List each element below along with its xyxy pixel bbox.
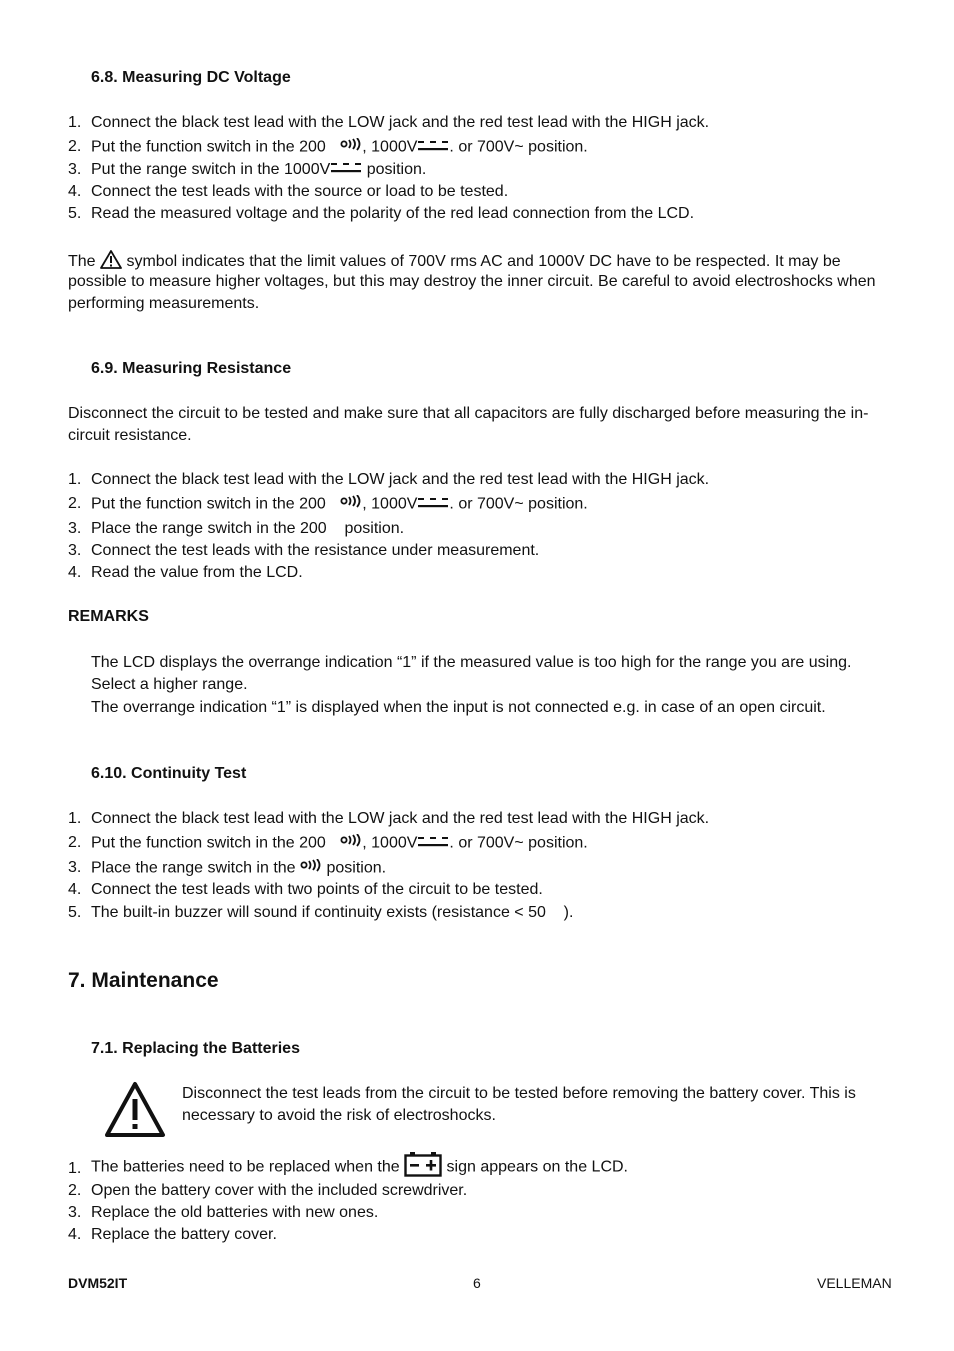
list-item bbox=[91, 161, 426, 179]
list-item-text: The batteries need to be replaced when the bbox=[91, 1158, 400, 1176]
dc-voltage-icon bbox=[330, 161, 362, 179]
list-number: 3. bbox=[68, 520, 82, 537]
remark-text: Select a higher range. bbox=[91, 676, 248, 693]
note-text: symbol indicates that the limit values of 700V rms AC and 1000V DC have to be respected. It may be bbox=[122, 253, 841, 271]
continuity-icon bbox=[340, 495, 362, 514]
list-item: Connect the black test lead with the LOW jack and the red test lead with the HIGH jack. bbox=[91, 471, 710, 488]
remark-text: The LCD displays the overrange indication “1” if the measured value is too high for the range you are using. bbox=[91, 654, 852, 671]
dc-voltage-icon bbox=[417, 835, 449, 853]
list-item: Replace the battery cover. bbox=[91, 1226, 277, 1243]
section-heading-7: 7. Maintenance bbox=[68, 969, 219, 992]
list-item: Read the measured voltage and the polarity of the red lead connection from the LCD. bbox=[91, 205, 695, 222]
list-item-text: Put the range switch in the 1000V bbox=[91, 161, 331, 179]
list-item-text: Place the range switch in the bbox=[91, 859, 296, 877]
footer-page-number: 6 bbox=[473, 1275, 481, 1291]
list-number: 2. bbox=[68, 1182, 82, 1199]
list-item: Replace the old batteries with new ones. bbox=[91, 1204, 379, 1221]
list-number: 4. bbox=[68, 564, 82, 581]
list-item bbox=[91, 1152, 628, 1183]
list-number: 1. bbox=[68, 810, 82, 827]
list-item-text: , 1000V bbox=[362, 495, 418, 513]
list-item bbox=[91, 834, 588, 853]
list-item-text: position. bbox=[322, 859, 387, 877]
note-text: possible to measure higher voltages, but this may destroy the inner circuit. Be careful to avoid electroshocks when bbox=[68, 273, 876, 290]
list-number: 2. bbox=[68, 495, 82, 512]
list-number: 2. bbox=[68, 834, 82, 851]
list-item: Open the battery cover with the included screwdriver. bbox=[91, 1182, 468, 1199]
dc-voltage-icon bbox=[417, 496, 449, 514]
footer-brand: VELLEMAN bbox=[817, 1275, 892, 1291]
list-item-text: . or 700V~ position. bbox=[449, 834, 588, 852]
list-item: Connect the black test lead with the LOW jack and the red test lead with the HIGH jack. bbox=[91, 810, 710, 827]
warning-text: Disconnect the test leads from the circuit to be tested before removing the battery cover. This is bbox=[182, 1085, 856, 1102]
warning-note bbox=[68, 250, 841, 274]
continuity-icon bbox=[300, 859, 322, 878]
list-item: Connect the test leads with two points of the circuit to be tested. bbox=[91, 881, 543, 898]
list-item-text: , 1000V bbox=[362, 138, 418, 156]
dc-voltage-icon bbox=[417, 139, 449, 157]
list-number: 3. bbox=[68, 161, 82, 178]
section-heading-6-8: 6.8. Measuring DC Voltage bbox=[91, 69, 291, 86]
list-item-text: Put the function switch in the 200 bbox=[91, 495, 326, 513]
continuity-icon bbox=[340, 834, 362, 853]
list-item bbox=[91, 138, 588, 157]
list-item-text: sign appears on the LCD. bbox=[442, 1158, 628, 1176]
list-number: 5. bbox=[68, 904, 82, 921]
section-heading-6-9: 6.9. Measuring Resistance bbox=[91, 360, 292, 377]
list-item: Connect the test leads with the resistance under measurement. bbox=[91, 542, 540, 559]
list-item-text: Put the function switch in the 200 bbox=[91, 138, 326, 156]
list-item: The built-in buzzer will sound if continuity exists (resistance < 50 ). bbox=[91, 904, 574, 921]
continuity-icon bbox=[340, 138, 362, 157]
list-item: Place the range switch in the 200 position. bbox=[91, 520, 405, 537]
footer-model: DVM52IT bbox=[68, 1275, 128, 1291]
list-item-text: , 1000V bbox=[362, 834, 418, 852]
list-item-text: . or 700V~ position. bbox=[449, 138, 588, 156]
note-text: performing measurements. bbox=[68, 295, 260, 312]
list-item: Connect the black test lead with the LOW jack and the red test lead with the HIGH jack. bbox=[91, 114, 710, 131]
list-item-text: . or 700V~ position. bbox=[449, 495, 588, 513]
section-heading-6-10: 6.10. Continuity Test bbox=[91, 765, 247, 782]
list-item bbox=[91, 859, 386, 878]
note-text: The bbox=[68, 253, 96, 271]
warning-triangle-icon bbox=[100, 250, 122, 274]
list-number: 4. bbox=[68, 881, 82, 898]
intro-text: circuit resistance. bbox=[68, 427, 192, 444]
battery-icon bbox=[404, 1152, 442, 1183]
list-number: 4. bbox=[68, 1226, 82, 1243]
intro-text: Disconnect the circuit to be tested and make sure that all capacitors are fully discharged before measuring the in- bbox=[68, 405, 869, 422]
list-item: Connect the test leads with the source or load to be tested. bbox=[91, 183, 509, 200]
remarks-heading: REMARKS bbox=[68, 608, 149, 625]
list-number: 3. bbox=[68, 859, 82, 876]
list-number: 3. bbox=[68, 1204, 82, 1221]
list-number: 1. bbox=[68, 114, 82, 131]
list-number: 3. bbox=[68, 542, 82, 559]
list-item-text: Put the function switch in the 200 bbox=[91, 834, 326, 852]
section-heading-7-1: 7.1. Replacing the Batteries bbox=[91, 1040, 300, 1057]
list-item: Read the value from the LCD. bbox=[91, 564, 303, 581]
list-number: 4. bbox=[68, 183, 82, 200]
list-number: 1. bbox=[68, 471, 82, 488]
list-number: 2. bbox=[68, 138, 82, 155]
remark-text: The overrange indication “1” is displayed when the input is not connected e.g. in case of an open circuit. bbox=[91, 699, 826, 716]
warning-text: necessary to avoid the risk of electroshocks. bbox=[182, 1107, 496, 1124]
list-item bbox=[91, 495, 588, 514]
warning-triangle-icon bbox=[104, 1081, 166, 1143]
list-number: 5. bbox=[68, 205, 82, 222]
list-number: 1. bbox=[68, 1160, 82, 1177]
list-item-text: position. bbox=[362, 161, 427, 179]
